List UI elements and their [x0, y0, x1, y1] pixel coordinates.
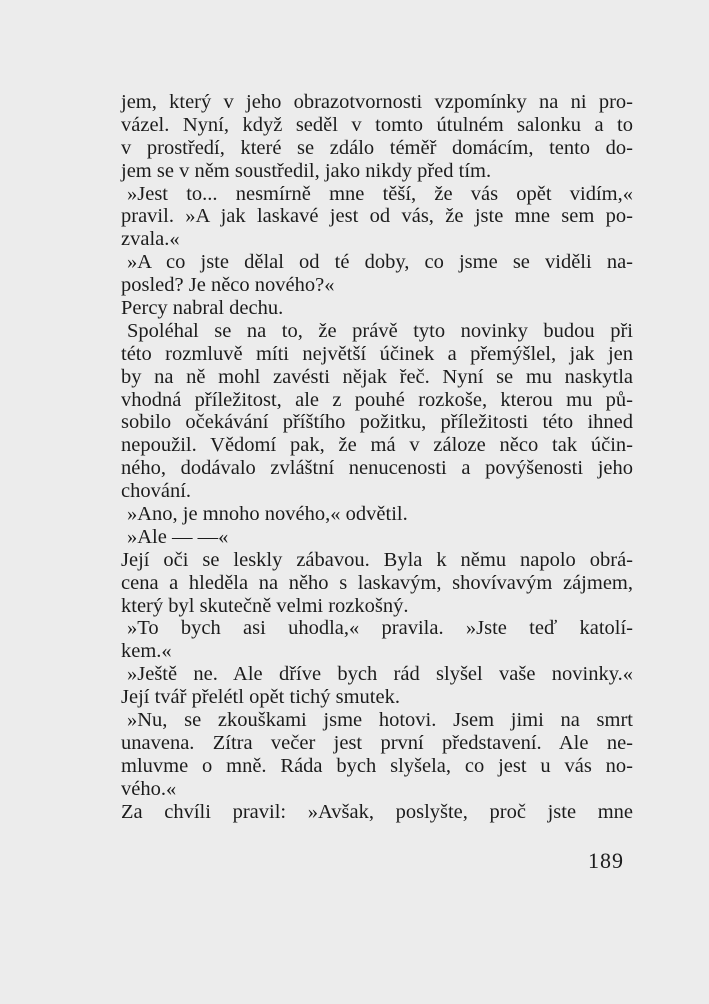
- text-line: »Ano, je mnoho nového,« odvětil.: [127, 503, 408, 526]
- text-line: Spoléhal se na to, že právě tyto novinky budou při: [127, 319, 633, 342]
- text-line: »Nu, se zkouškami jsme hotovi. Jsem jimi na smrt: [127, 709, 633, 732]
- text-line: Její oči se leskly zábavou. Byla k němu napolo obrá-: [121, 548, 633, 571]
- text-line: mluvme o mně. Ráda bych slyšela, co jest u vás no-: [121, 754, 633, 777]
- text-line: této rozmluvě míti největší účinek a přemýšlel, jak jen: [121, 342, 633, 365]
- text-line: Její tvář přelétl opět tichý smutek.: [121, 686, 400, 709]
- text-line: kem.«: [121, 640, 172, 663]
- text-line: »Jest to... nesmírně mne těší, že vás opět vidím,«: [127, 182, 633, 205]
- text-line: vhodná příležitost, ale z pouhé rozkoše, kterou mu pů-: [121, 388, 633, 411]
- text-line: Za chvíli pravil: »Avšak, poslyšte, proč jste mne: [121, 800, 633, 823]
- text-line: pravil. »A jak laskavé jest od vás, že jste mne sem po-: [121, 205, 633, 228]
- text-line: vého.«: [121, 777, 177, 800]
- text-line: sobilo očekávání příštího požitku, příležitosti této ihned: [121, 411, 633, 434]
- text-line: unavena. Zítra večer jest první představení. Ale ne-: [121, 731, 633, 754]
- text-line: v prostředí, které se zdálo téměř domácím, tento do-: [121, 136, 633, 159]
- text-line: který byl skutečně velmi rozkošný.: [121, 594, 409, 617]
- text-line: chování.: [121, 480, 192, 503]
- text-line: cena a hleděla na něho s laskavým, shovívavým zájmem,: [121, 571, 633, 594]
- body-text: [121, 91, 633, 824]
- text-line: »Ale — —«: [127, 525, 229, 548]
- text-line: jem, který v jeho obrazotvornosti vzpomínky na ni pro-: [121, 91, 633, 113]
- text-line: by na ně mohl zavésti nějak řeč. Nyní se mu naskytla: [121, 365, 633, 388]
- text-line: posled? Je něco nového?«: [121, 274, 335, 297]
- text-line: ného, dodávalo zvláštní nenucenosti a povýšenosti jeho: [121, 457, 633, 480]
- text-line: nepoužil. Vědomí pak, že má v záloze něco tak účin-: [121, 434, 633, 457]
- text-line: Percy nabral dechu.: [121, 297, 284, 320]
- text-line: »Ještě ne. Ale dříve bych rád slyšel vaše novinky.«: [127, 663, 633, 686]
- page-number: 189: [588, 848, 624, 873]
- text-line: jem se v něm soustředil, jako nikdy před tím.: [121, 159, 492, 182]
- text-line: vázel. Nyní, když seděl v tomto útulném salonku a to: [121, 113, 633, 136]
- text-line: »A co jste dělal od té doby, co jsme se viděli na-: [127, 251, 633, 274]
- text-line: zvala.«: [121, 228, 180, 251]
- text-line: »To bych asi uhodla,« pravila. »Jste teď katolí-: [127, 617, 633, 640]
